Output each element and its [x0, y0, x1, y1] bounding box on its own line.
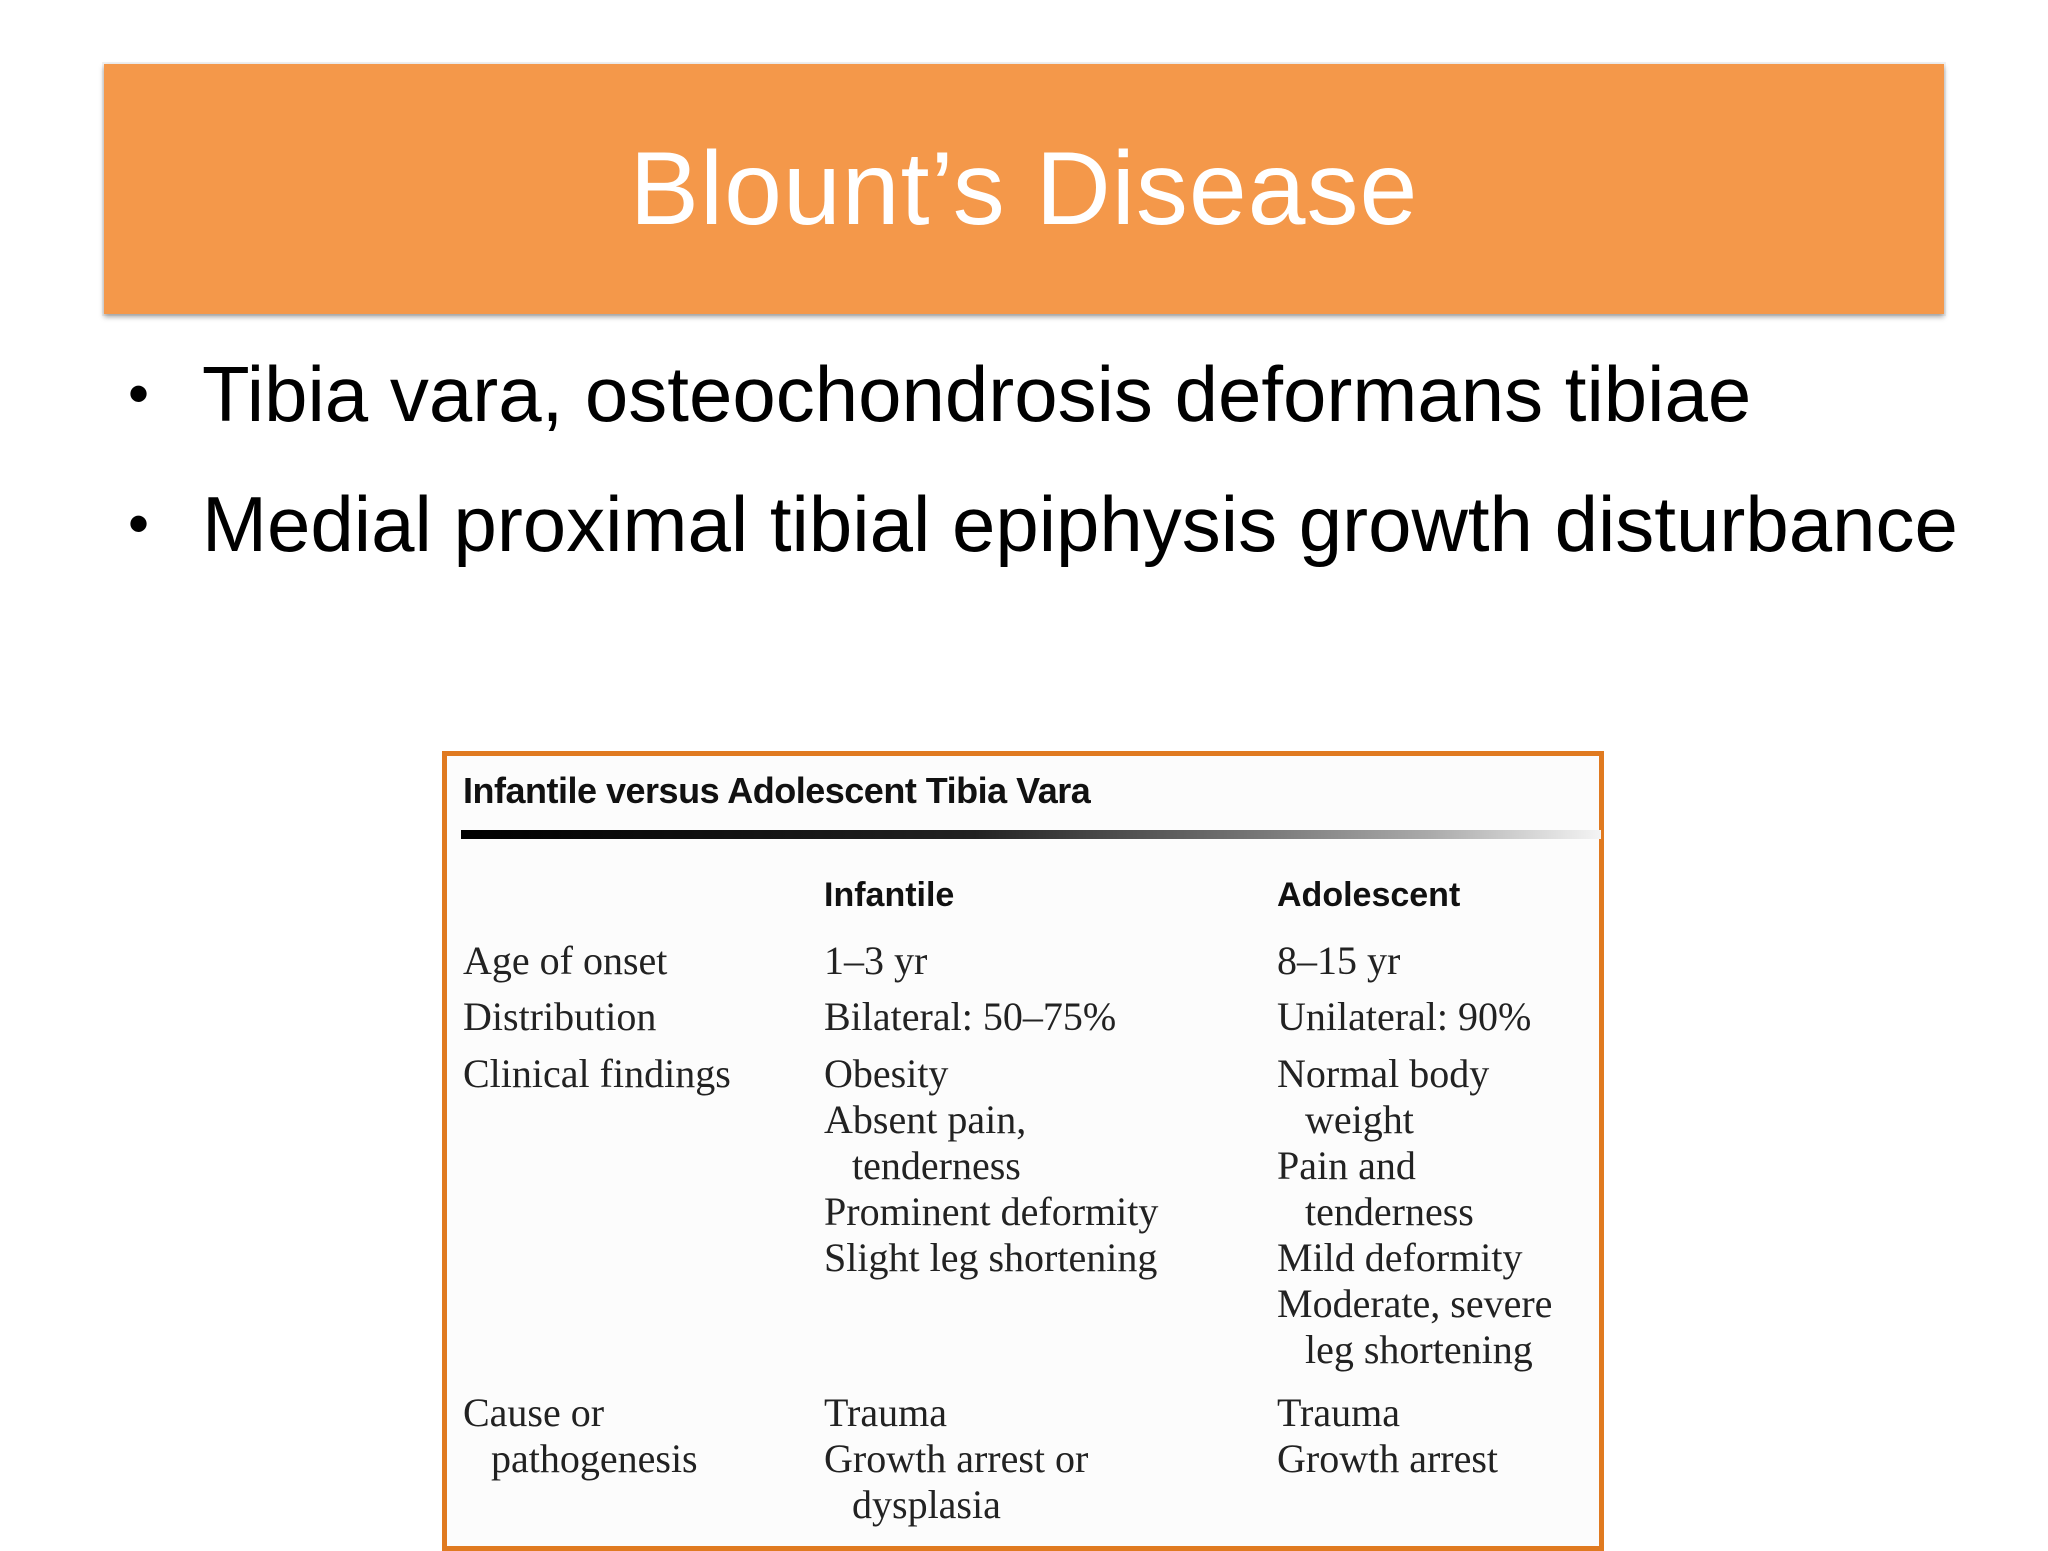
- bullet-dot-icon: •: [128, 490, 150, 557]
- cell-line: Moderate, severe: [1277, 1281, 1553, 1326]
- table-title: Infantile versus Adolescent Tibia Vara: [463, 770, 1091, 811]
- bullet-text: Medial proximal tibial epiphysis growth disturbance: [202, 480, 1958, 568]
- cell-line: pathogenesis: [491, 1436, 698, 1481]
- cell-line: tenderness: [852, 1143, 1021, 1188]
- cell-line: Mild deformity: [1277, 1235, 1523, 1280]
- cell-line: dysplasia: [852, 1482, 1001, 1527]
- cell-line: Unilateral: 90%: [1277, 994, 1532, 1039]
- bullet-item: [120, 345, 1980, 443]
- cell-adolescent: [1277, 1390, 1498, 1482]
- row-label: [463, 1051, 731, 1097]
- cell-line: Growth arrest: [1277, 1436, 1499, 1481]
- cell-line: Slight leg shortening: [824, 1235, 1158, 1280]
- cell-line: Normal body: [1277, 1051, 1490, 1096]
- bullet-list: [120, 345, 1980, 605]
- cell-infantile: [824, 1051, 1158, 1281]
- cell-line: tenderness: [1305, 1189, 1474, 1234]
- cell-line: Absent pain,: [824, 1097, 1027, 1142]
- bullet-item: [120, 475, 1980, 573]
- cell-line: Trauma: [1277, 1390, 1400, 1435]
- cell-line: Growth arrest or: [824, 1436, 1089, 1481]
- cell-line: 8–15 yr: [1277, 938, 1401, 983]
- row-label: [463, 938, 667, 984]
- cell-line: weight: [1305, 1097, 1414, 1142]
- cell-line: Prominent deformity: [824, 1189, 1159, 1234]
- cell-line: Trauma: [824, 1390, 947, 1435]
- row-label: [463, 1390, 698, 1482]
- cell-line: Clinical findings: [463, 1051, 731, 1096]
- column-header-adolescent: Adolescent: [1277, 876, 1461, 914]
- cell-infantile: [824, 1390, 1088, 1528]
- cell-line: Cause or: [463, 1390, 605, 1435]
- bullet-dot-icon: •: [128, 360, 150, 427]
- bullet-text: Tibia vara, osteochondrosis deformans tibiae: [202, 350, 1752, 438]
- cell-line: Pain and: [1277, 1143, 1416, 1188]
- cell-infantile: [824, 994, 1116, 1040]
- cell-infantile: [824, 938, 927, 984]
- cell-adolescent: [1277, 938, 1400, 984]
- cell-line: Age of onset: [463, 938, 668, 983]
- cell-adolescent: [1277, 994, 1531, 1040]
- column-header-infantile: Infantile: [824, 876, 955, 914]
- row-label: [463, 994, 656, 1040]
- slide-title: Blount’s Disease: [629, 130, 1419, 247]
- title-banner: [104, 64, 1944, 314]
- cell-line: leg shortening: [1305, 1327, 1533, 1372]
- table-header-rule: [461, 830, 1601, 839]
- comparison-table: [442, 751, 1604, 1551]
- cell-line: Distribution: [463, 994, 657, 1039]
- cell-line: Bilateral: 50–75%: [824, 994, 1117, 1039]
- cell-line: 1–3 yr: [824, 938, 928, 983]
- cell-line: Obesity: [824, 1051, 949, 1096]
- cell-adolescent: [1277, 1051, 1552, 1373]
